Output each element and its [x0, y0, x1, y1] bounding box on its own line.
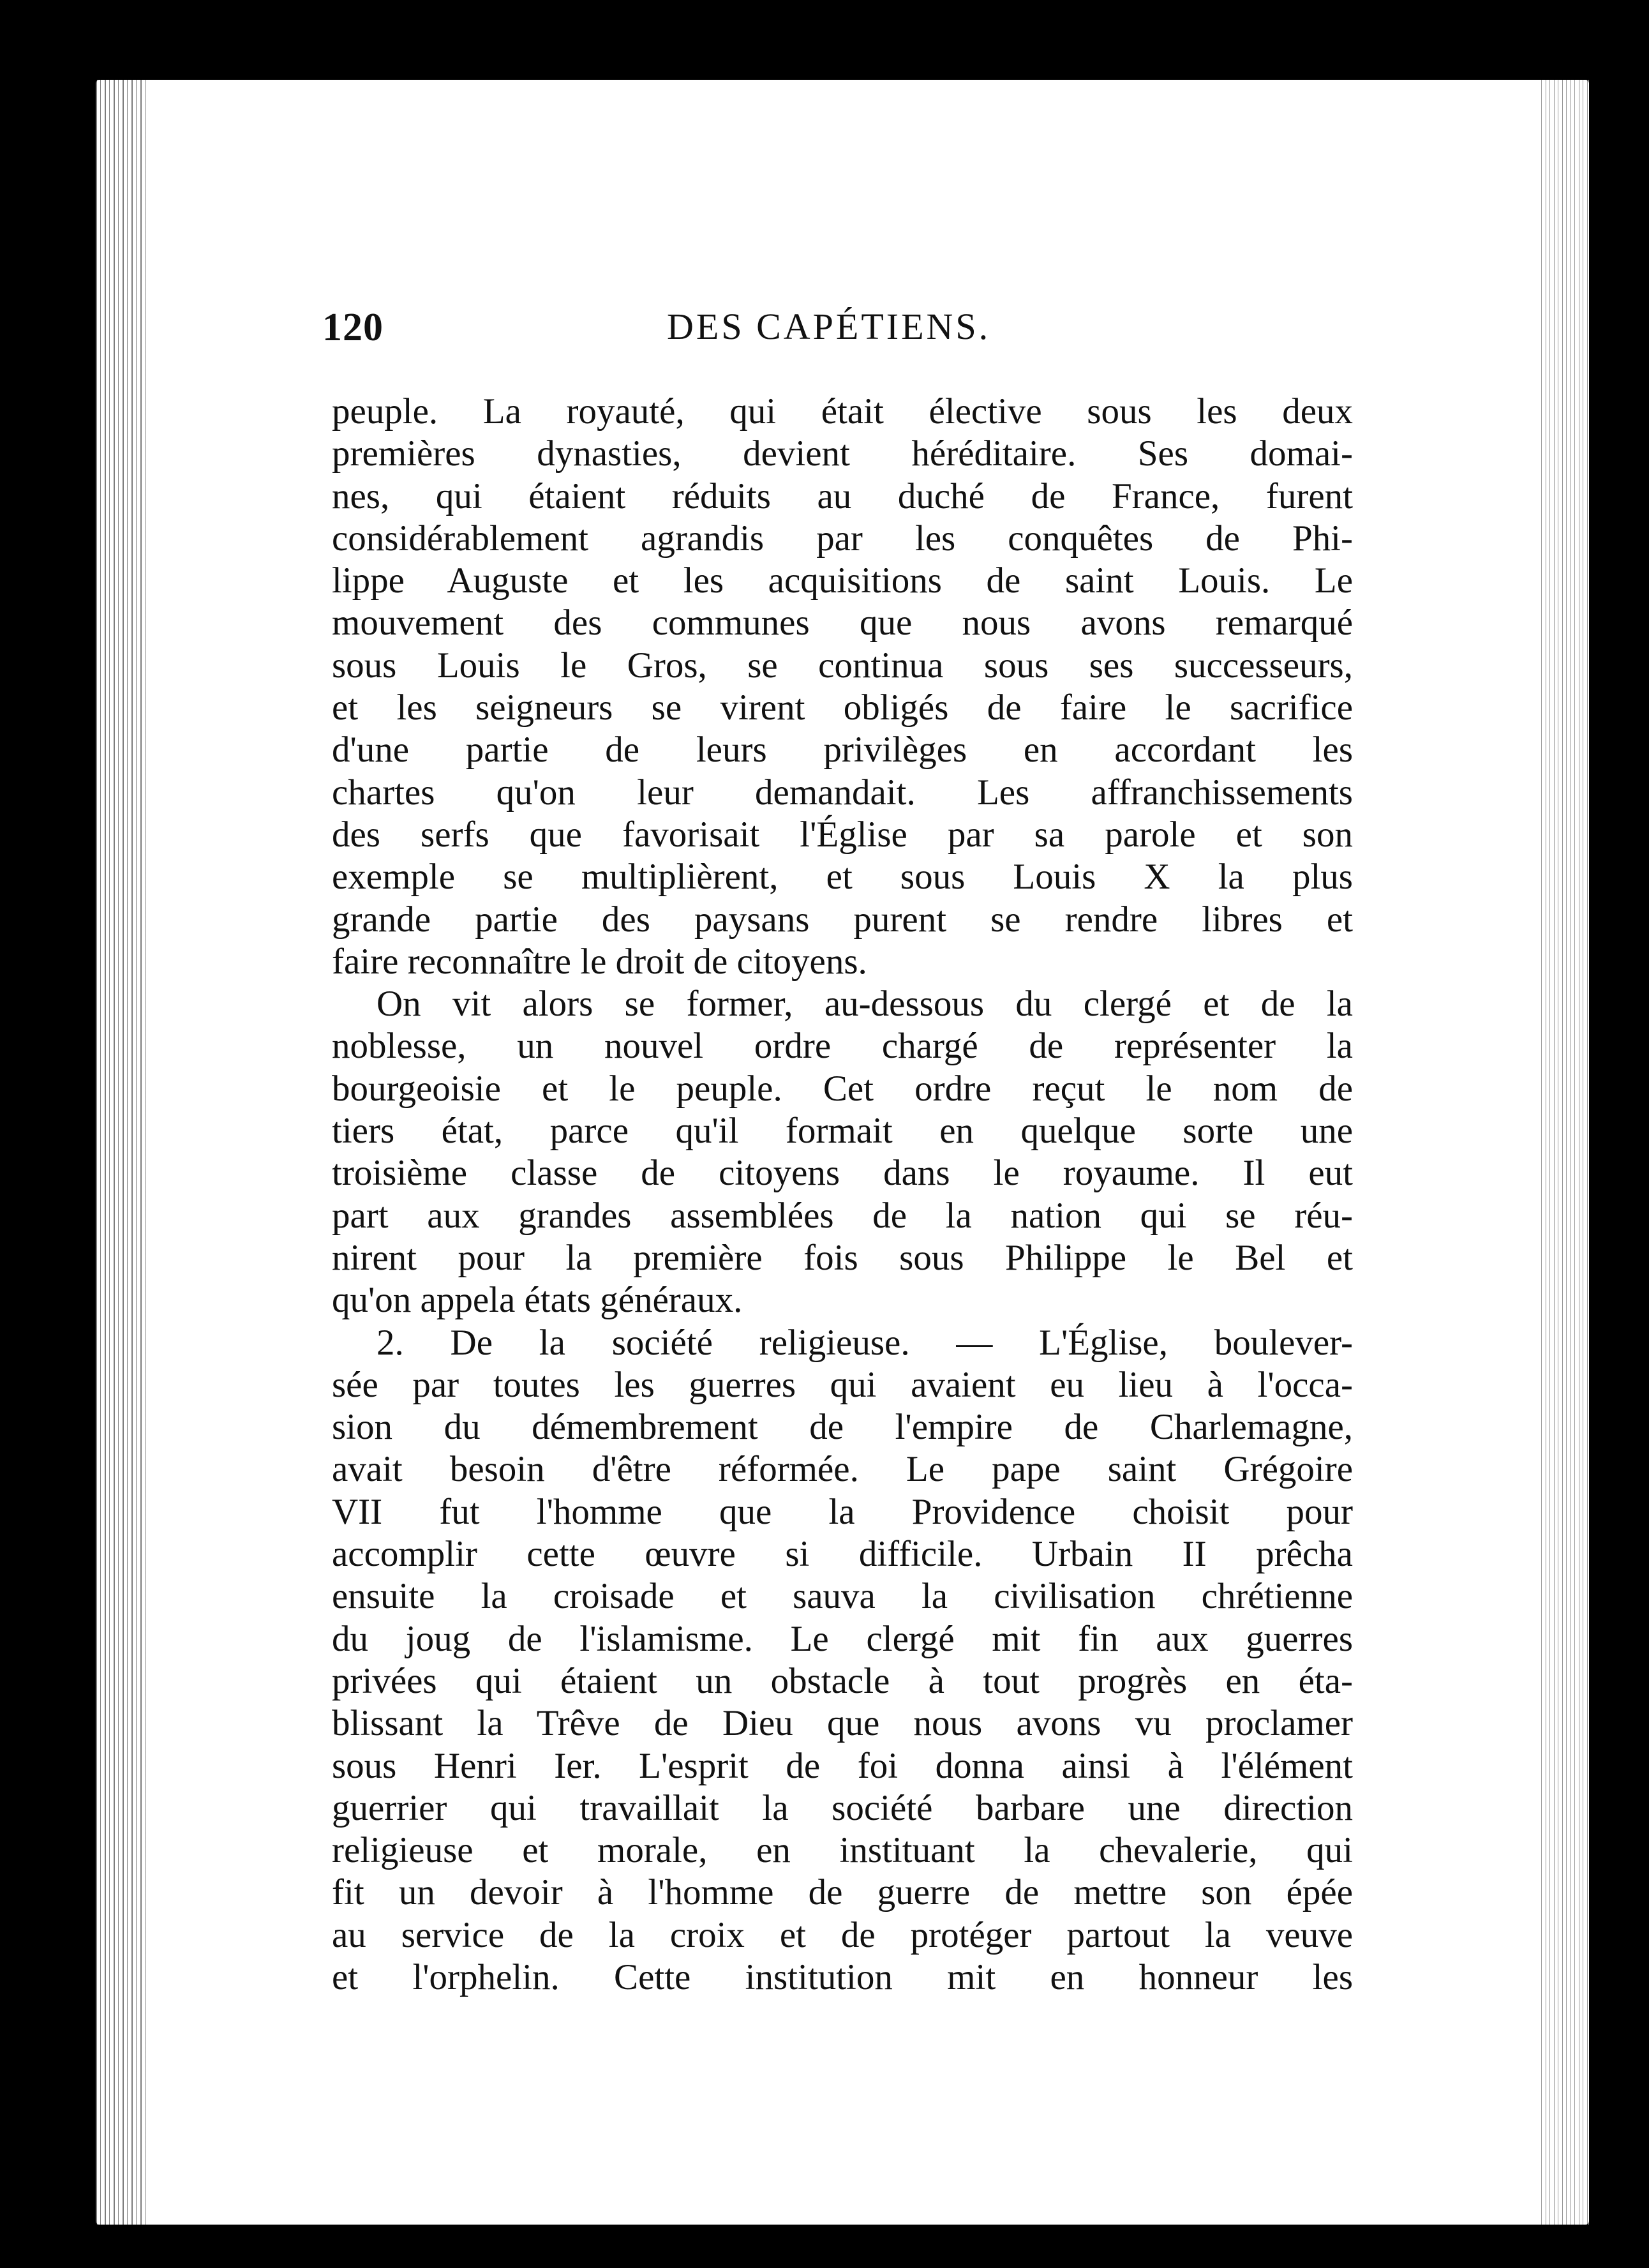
text-line: exemple se multiplièrent, et sous Louis X la plus [332, 857, 1353, 897]
text-line: et les seigneurs se virent obligés de faire le sacrifice [332, 687, 1353, 728]
page-edge-left [96, 80, 147, 2225]
text-line: tiers état, parce qu'il formait en quelque sorte une [332, 1111, 1353, 1152]
text-line: mouvement des communes que nous avons remarqué [332, 603, 1353, 643]
text-line: sée par toutes les guerres qui avaient eu lieu à l'occa- [332, 1364, 1353, 1405]
body-text [332, 391, 1353, 1999]
text-line-paragraph-end: qu'on appela états généraux. [332, 1280, 743, 1321]
text-line: VII fut l'homme que la Providence choisit pour [332, 1491, 1353, 1532]
text-line: et l'orphelin. Cette institution mit en honneur les [332, 1956, 1353, 1997]
text-line: guerrier qui travaillait la société barbare une direction [332, 1787, 1353, 1828]
text-line: des serfs que favorisait l'Église par sa parole et son [332, 814, 1353, 855]
text-line: part aux grandes assemblées de la nation qui se réu- [332, 1195, 1353, 1236]
section-heading-line: 2. De la société religieuse. — L'Église, boulever- [377, 1322, 1353, 1363]
text-line: privées qui étaient un obstacle à tout progrès en éta- [332, 1660, 1353, 1701]
text-line: d'une partie de leurs privilèges en accordant les [332, 730, 1353, 770]
text-line: noblesse, un nouvel ordre chargé de représenter la [332, 1026, 1353, 1067]
text-line: religieuse et morale, en instituant la chevalerie, qui [332, 1830, 1353, 1871]
text-line: sion du démembrement de l'empire de Charlemagne, [332, 1407, 1353, 1448]
text-line: peuple. La royauté, qui était élective sous les deux [332, 391, 1353, 432]
text-line: sous Henri Ier. L'esprit de foi donna ainsi à l'élément [332, 1745, 1353, 1786]
text-line: nes, qui étaient réduits au duché de France, furent [332, 476, 1353, 516]
text-line: lippe Auguste et les acquisitions de saint Louis. Le [332, 560, 1353, 601]
text-line-paragraph-end: faire reconnaître le droit de citoyens. [332, 941, 867, 982]
text-line: sous Louis le Gros, se continua sous ses successeurs, [332, 645, 1353, 686]
text-line: au service de la croix et de protéger partout la veuve [332, 1914, 1353, 1955]
text-line: avait besoin d'être réformée. Le pape saint Grégoire [332, 1449, 1353, 1490]
text-line: accomplir cette œuvre si difficile. Urbain II prêcha [332, 1534, 1353, 1575]
text-line: ensuite la croisade et sauva la civilisation chrétienne [332, 1576, 1353, 1617]
text-line: fit un devoir à l'homme de guerre de mettre son épée [332, 1872, 1353, 1913]
running-title: DES CAPÉTIENS. [667, 306, 991, 347]
page-edge-right [1538, 80, 1589, 2225]
text-line: chartes qu'on leur demandait. Les affranchissements [332, 772, 1353, 813]
text-line: nirent pour la première fois sous Philippe le Bel et [332, 1237, 1353, 1278]
text-line: du joug de l'islamisme. Le clergé mit fin aux guerres [332, 1618, 1353, 1659]
text-line: troisième classe de citoyens dans le royaume. Il eut [332, 1153, 1353, 1194]
text-line: premières dynasties, devient héréditaire. Ses domai- [332, 433, 1353, 474]
text-line: grande partie des paysans purent se rendre libres et [332, 899, 1353, 940]
page-number: 120 [322, 306, 384, 349]
text-line-paragraph-start: On vit alors se former, au-dessous du clergé et de la [377, 984, 1353, 1025]
text-line: bourgeoisie et le peuple. Cet ordre reçut le nom de [332, 1068, 1353, 1109]
running-head [322, 305, 1369, 356]
text-line: blissant la Trêve de Dieu que nous avons vu proclamer [332, 1703, 1353, 1744]
text-line: considérablement agrandis par les conquêtes de Phi- [332, 518, 1353, 559]
